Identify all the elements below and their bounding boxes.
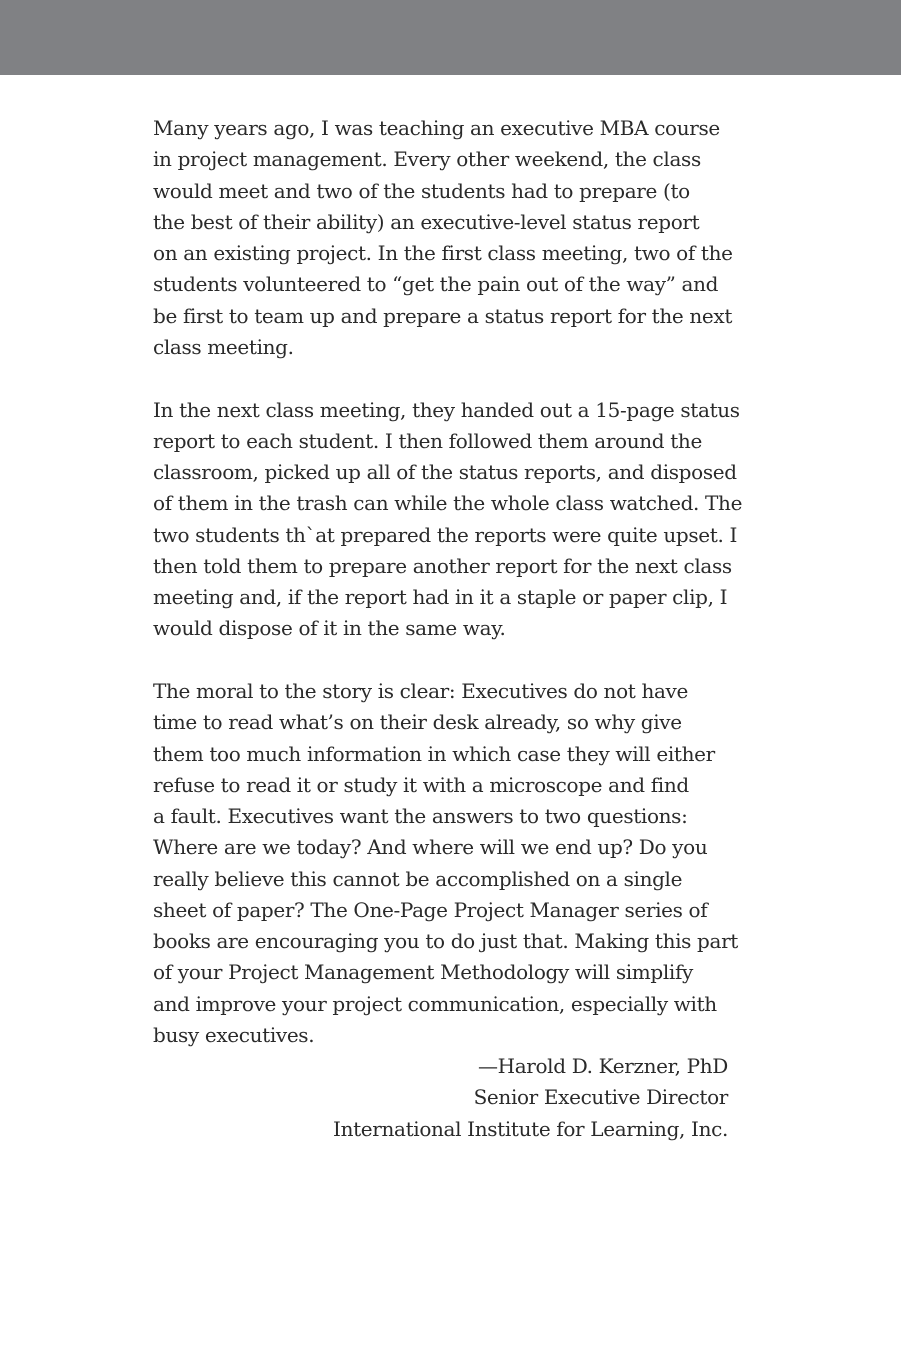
text-line: meeting and, if the report had in it a staple or paper clip, I (153, 585, 728, 609)
paragraph-1 (153, 113, 733, 363)
text-line: Many years ago, I was teaching an executive MBA course (153, 116, 720, 140)
signature-organization: International Institute for Learning, Inc. (333, 1116, 728, 1141)
text-line: Where are we today? And where will we end up? Do you (153, 835, 708, 860)
text-line: in project management. Every other weekend, the class (153, 147, 701, 172)
paragraph-2 (153, 395, 743, 645)
text-line: students volunteered to “get the pain out of the way” and (153, 272, 719, 297)
text-line: then told them to prepare another report for the next class (153, 553, 732, 578)
text-line: class meeting. (153, 334, 294, 359)
text-line: report to each student. I then followed them around the (153, 428, 702, 453)
text-line: of them in the trash can while the whole class watched. The (153, 491, 743, 516)
text-line: two students th`at prepared the reports were quite upset. I (153, 522, 738, 547)
text-line: of your Project Management Methodology will simplify (153, 960, 693, 985)
text-line: them too much information in which case they will either (153, 741, 715, 766)
text-line: In the next class meeting, they handed out a 15-page status (153, 397, 740, 422)
signature-title: Senior Executive Director (473, 1085, 728, 1110)
text-line: the best of their ability) an executive-level status report (153, 209, 700, 234)
text-line: busy executives. (153, 1022, 315, 1047)
text-line: and improve your project communication, especially with (153, 991, 717, 1016)
text-line: books are encouraging you to do just that. Making this part (153, 929, 738, 953)
text-line: The moral to the story is clear: Executives do not have (153, 679, 688, 703)
text-line: time to read what’s on their desk already, so why give (153, 710, 682, 735)
text-line: on an existing project. In the first class meeting, two of the (153, 241, 733, 265)
foreword-text (153, 113, 743, 1145)
text-line: classroom, picked up all of the status reports, and disposed (153, 460, 737, 484)
text-line: really believe this cannot be accomplished on a single (153, 866, 683, 891)
signature-name: —Harold D. Kerzner, PhD (477, 1054, 728, 1078)
text-line: would meet and two of the students had to prepare (to (153, 178, 690, 203)
paragraph-3 (153, 676, 738, 1051)
text-line: a fault. Executives want the answers to two questions: (153, 804, 688, 828)
signature-block (153, 1051, 728, 1145)
text-line: sheet of paper? The One-Page Project Manager series of (153, 897, 708, 922)
text-line: be first to team up and prepare a status report for the next (153, 303, 733, 328)
header-bar (0, 0, 901, 75)
text-line: refuse to read it or study it with a microscope and find (153, 772, 689, 797)
text-line: would dispose of it in the same way. (153, 616, 506, 641)
